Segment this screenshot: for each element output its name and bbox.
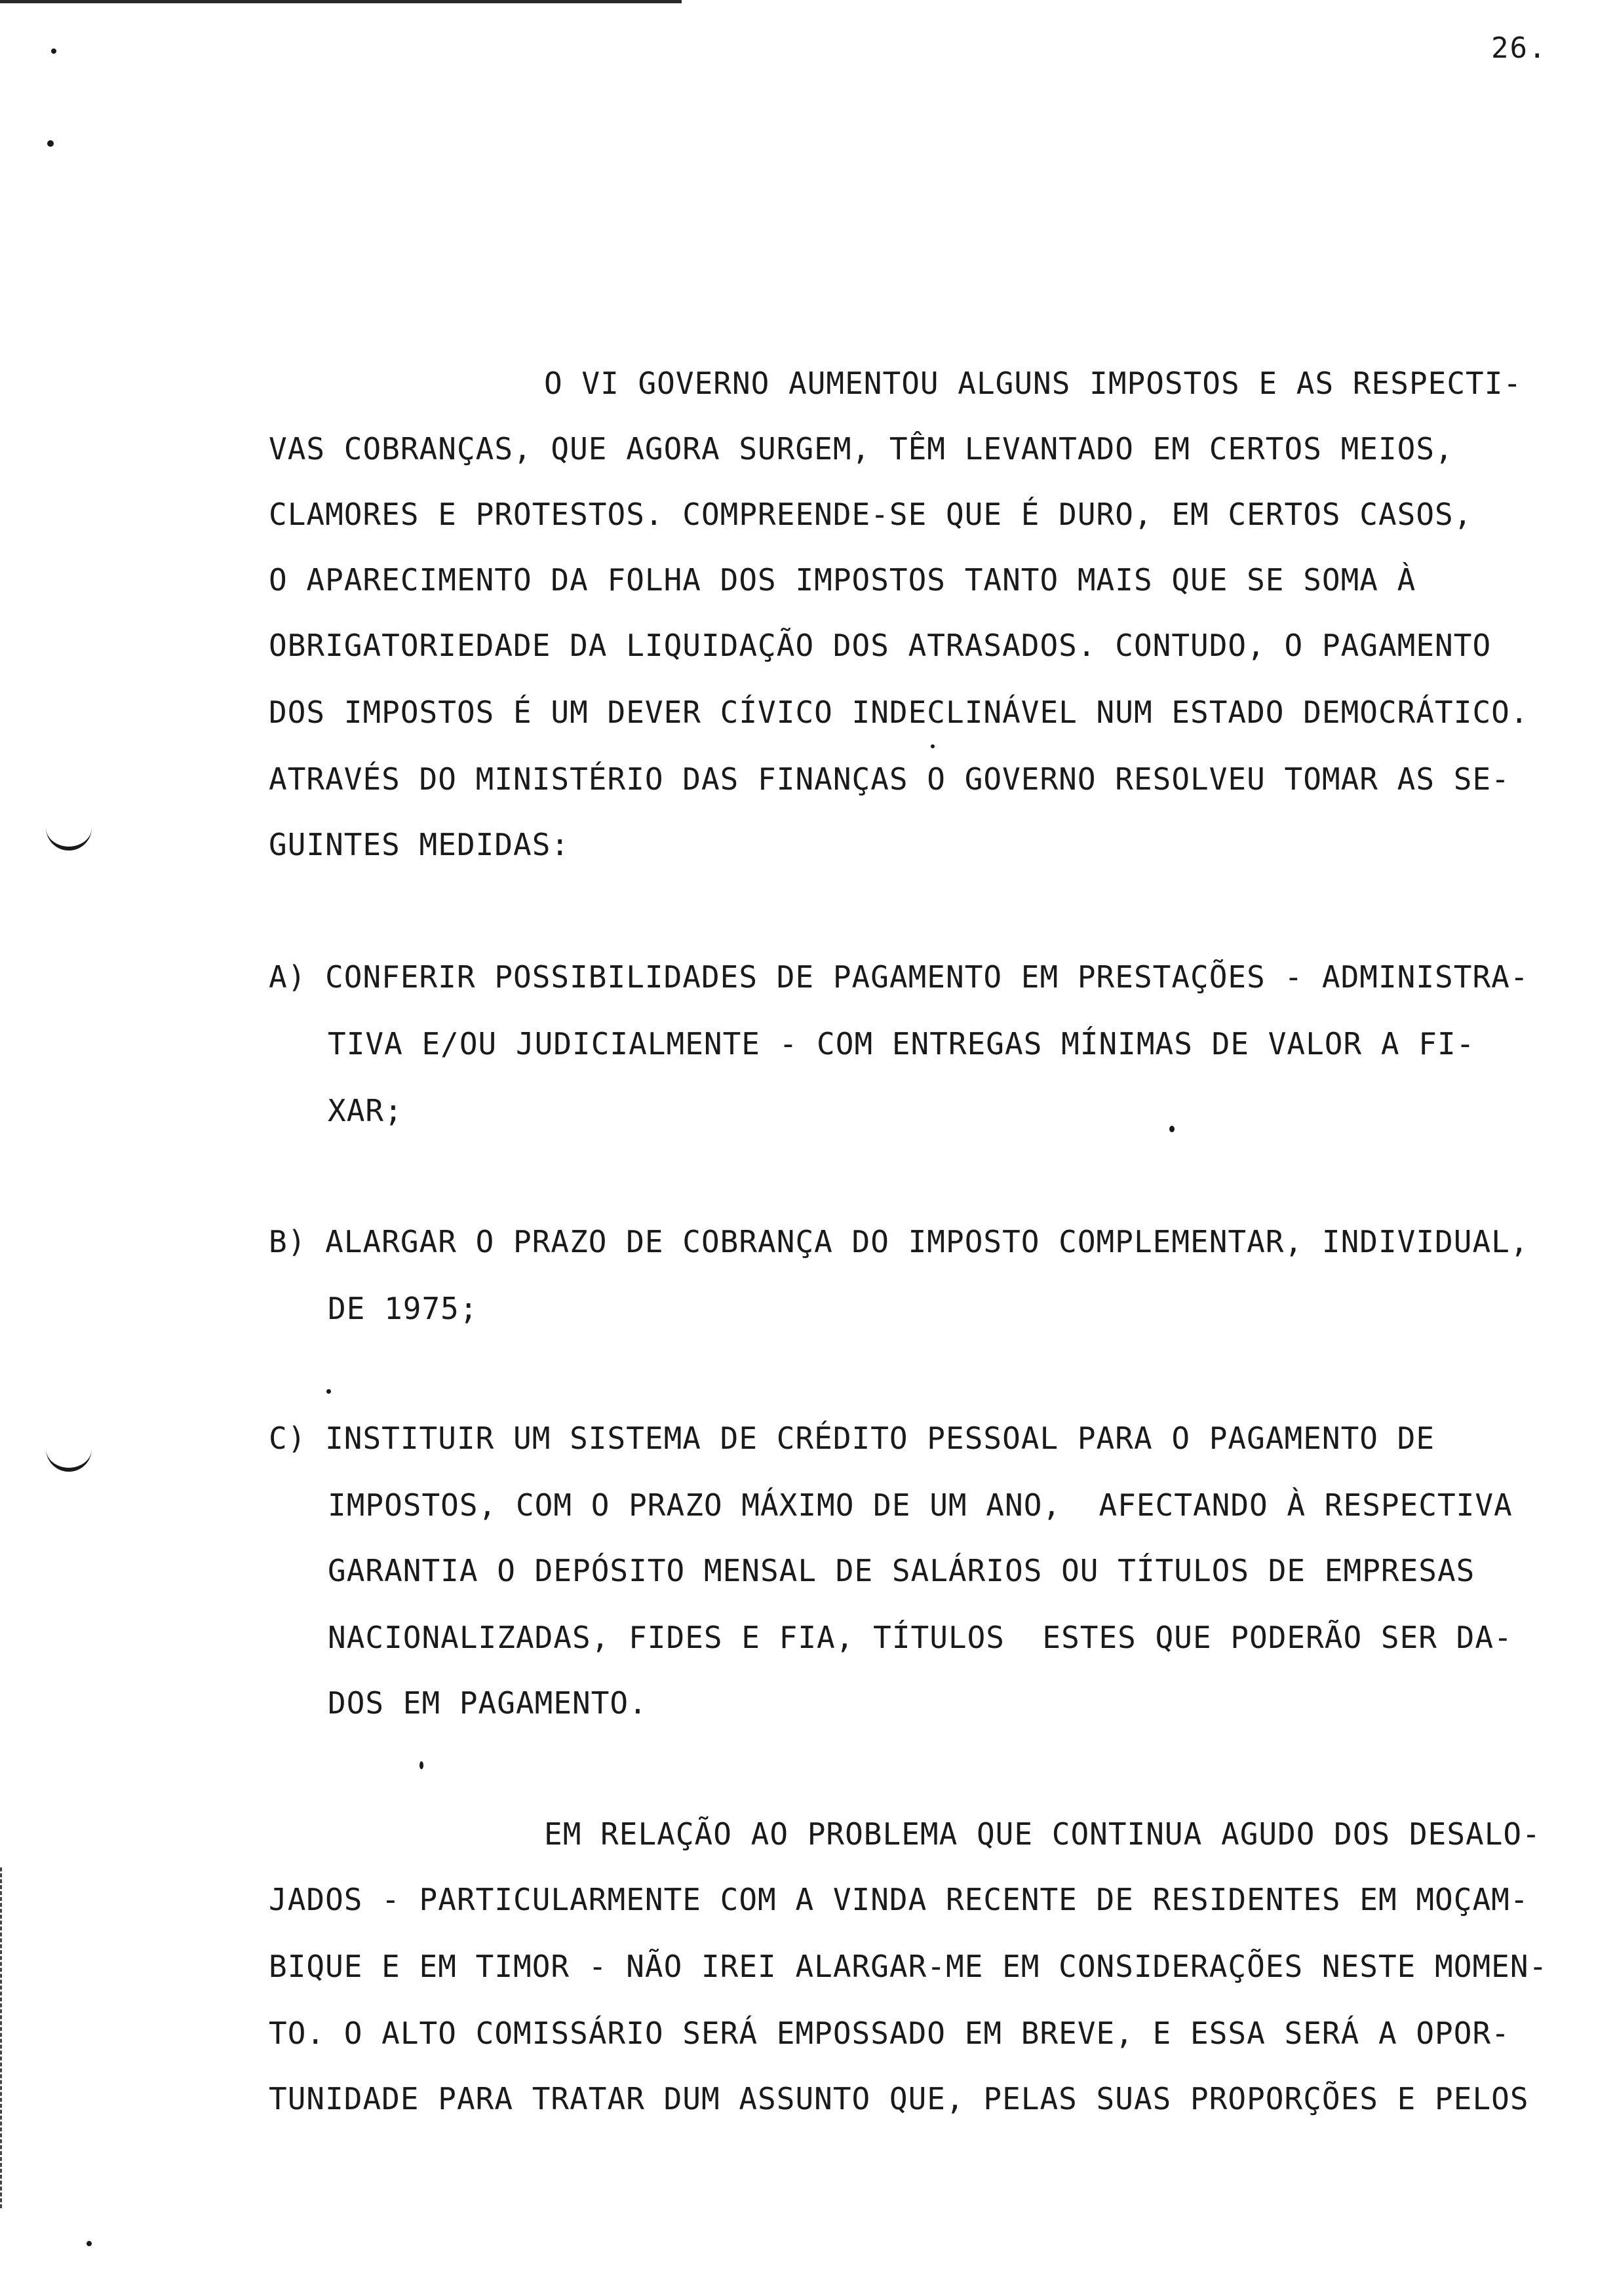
text-line: JADOS - PARTICULARMENTE COM A VINDA RECENTE DE RESIDENTES EM MOÇAM- <box>269 1882 1529 1917</box>
text-line: XAR; <box>328 1093 403 1128</box>
text-line: A) CONFERIR POSSIBILIDADES DE PAGAMENTO EM PRESTAÇÕES - ADMINISTRA- <box>269 959 1529 995</box>
speck <box>326 1389 331 1394</box>
text-line: DOS IMPOSTOS É UM DEVER CÍVICO INDECLINÁVEL NUM ESTADO DEMOCRÁTICO. <box>269 695 1529 730</box>
speck <box>87 2241 92 2246</box>
speck <box>47 140 54 147</box>
text-line: BIQUE E EM TIMOR - NÃO IREI ALARGAR-ME EM CONSIDERAÇÕES NESTE MOMEN- <box>269 1949 1548 1984</box>
text-line: EM RELAÇÃO AO PROBLEMA QUE CONTINUA AGUDO DOS DESALO- <box>544 1816 1541 1852</box>
speck <box>931 744 935 748</box>
left-edge-marks <box>0 1867 4 2208</box>
binder-hole-mark <box>46 1448 92 1472</box>
text-line: GARANTIA O DEPÓSITO MENSAL DE SALÁRIOS OU TÍTULOS DE EMPRESAS <box>328 1553 1475 1588</box>
page-number: 26. <box>1491 31 1547 65</box>
text-line: B) ALARGAR O PRAZO DE COBRANÇA DO IMPOSTO COMPLEMENTAR, INDIVIDUAL, <box>269 1224 1529 1259</box>
text-line: VAS COBRANÇAS, QUE AGORA SURGEM, TÊM LEVANTADO EM CERTOS MEIOS, <box>269 431 1454 467</box>
text-line: CLAMORES E PROTESTOS. COMPREENDE-SE QUE É DURO, EM CERTOS CASOS, <box>269 497 1473 532</box>
text-line: TUNIDADE PARA TRATAR DUM ASSUNTO QUE, PELAS SUAS PROPORÇÕES E PELOS <box>269 2081 1529 2116</box>
speck <box>1169 1126 1175 1132</box>
text-line: TIVA E/OU JUDICIALMENTE - COM ENTREGAS MÍNIMAS DE VALOR A FI- <box>328 1026 1475 1062</box>
text-line: OBRIGATORIEDADE DA LIQUIDAÇÃO DOS ATRASADOS. CONTUDO, O PAGAMENTO <box>269 628 1492 663</box>
top-rule <box>0 0 682 3</box>
text-line: DE 1975; <box>328 1291 478 1326</box>
text-line: IMPOSTOS, COM O PRAZO MÁXIMO DE UM ANO, AFECTANDO À RESPECTIVA <box>328 1487 1513 1523</box>
text-line: GUINTES MEDIDAS: <box>269 827 570 862</box>
text-line: O APARECIMENTO DA FOLHA DOS IMPOSTOS TANTO MAIS QUE SE SOMA À <box>269 562 1416 598</box>
text-line: ATRAVÉS DO MINISTÉRIO DAS FINANÇAS O GOVERNO RESOLVEU TOMAR AS SE- <box>269 761 1510 797</box>
speck <box>419 1761 423 1769</box>
text-line: DOS EM PAGAMENTO. <box>328 1685 648 1721</box>
text-line: O VI GOVERNO AUMENTOU ALGUNS IMPOSTOS E AS RESPECTI- <box>544 366 1523 401</box>
text-line: NACIONALIZADAS, FIDES E FIA, TÍTULOS ESTES QUE PODERÃO SER DA- <box>328 1620 1513 1655</box>
speck <box>51 48 56 54</box>
binder-hole-mark <box>46 827 92 851</box>
text-line: TO. O ALTO COMISSÁRIO SERÁ EMPOSSADO EM BREVE, E ESSA SERÁ A OPOR- <box>269 2016 1510 2051</box>
text-line: C) INSTITUIR UM SISTEMA DE CRÉDITO PESSOAL PARA O PAGAMENTO DE <box>269 1421 1435 1456</box>
